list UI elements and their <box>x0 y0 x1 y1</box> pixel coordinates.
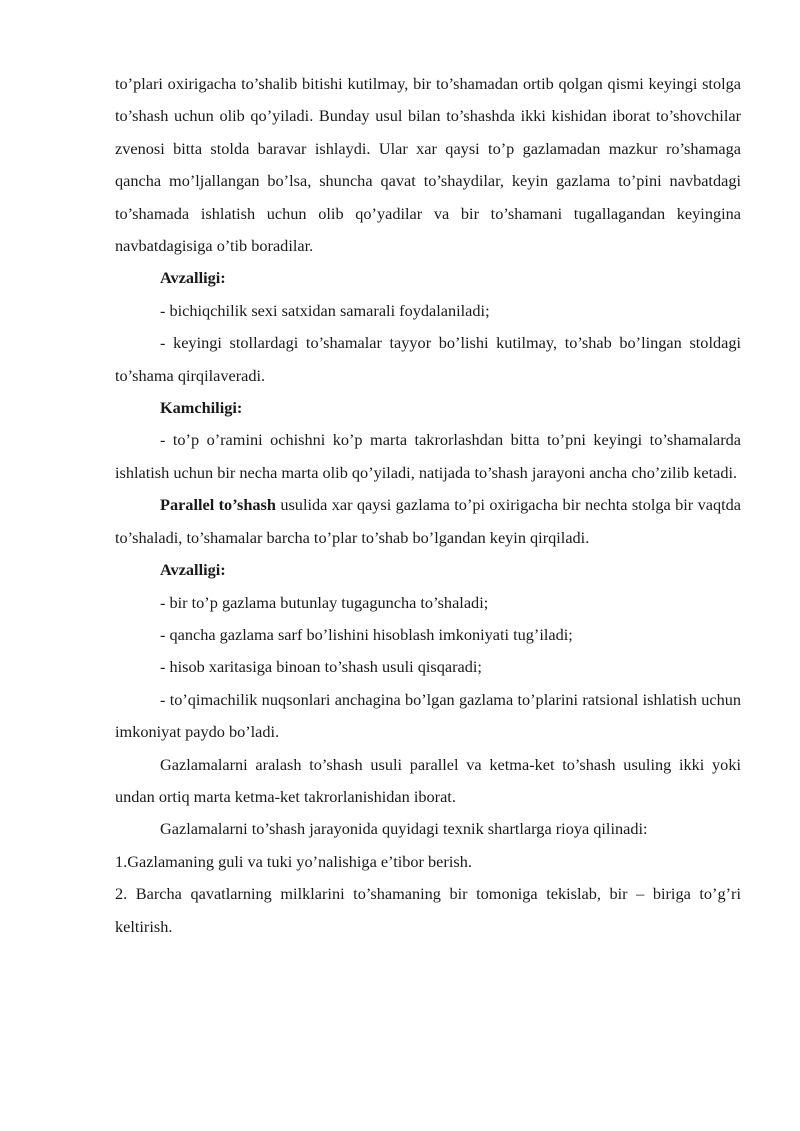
numbered-item: 2. Barcha qavatlarning milklarini to’shamaning bir tomoniga tekislab, bir – biriga to’g’ri keltirish. <box>115 884 741 936</box>
paragraph-parallel-text: usulida xar qaysi gazlama to’pi oxirigacha bir nechta stolga bir vaqtda to’shaladi, to’shamalar barcha to’plar to’shab bo’lgandan keyin qirqiladi. <box>115 495 741 547</box>
heading-disadvantages: Kamchiligi: <box>160 398 243 418</box>
list-item: - to’qimachilik nuqsonlari anchagina bo’lgan gazlama to’plarini ratsional ishlatish uchun imkoniyat paydo bo’ladi. <box>115 689 741 742</box>
term-parallel: Parallel to’shash <box>160 495 276 515</box>
heading-advantages-2: Avzalligi: <box>160 560 226 580</box>
document-page <box>115 68 741 943</box>
list-item: - bichiqchilik sexi satxidan samarali foydalaniladi; <box>160 300 490 320</box>
paragraph-conditions: Gazlamalarni to’shash jarayonida quyidagi texnik shartlarga rioya qilinadi: <box>160 819 648 839</box>
list-item: - to’p o’ramini ochishni ko’p marta takrorlashdan bitta to’pni keyingi to’shamalarda ishlatish uchun bir necha marta olib qo’yiladi, natijada to’shash jarayoni ancha cho’zilib ketadi. <box>115 430 741 482</box>
paragraph-intro: to’plari oxirigacha to’shalib bitishi kutilmay, bir to’shamadan ortib qolgan qismi keyingi stolga to’shash uchun olib qo’yiladi. Bunday usul bilan to’shashda ikki kishidan iborat to’shovchilar zvenosi bitta stolda baravar ishlaydi. Ular xar qaysi to’p gazlamadan mazkur ro’shamaga qancha mo’ljallangan bo’lsa, shuncha qavat to’shaydilar, keyin gazlama to’pini navbatdagi to’shamada ishlatish uchun olib qo’yadilar va bir to’shamani tugallagandan keyingina navbatdagisiga o’tib boradilar. <box>115 74 741 256</box>
list-item: - bir to’p gazlama butunlay tugaguncha to’shaladi; <box>160 592 489 612</box>
paragraph-parallel <box>115 489 741 554</box>
list-item: - keyingi stollardagi to’shamalar tayyor bo’lishi kutilmay, to’shab bo’lingan stoldagi to’shama qirqilaveradi. <box>115 333 741 385</box>
paragraph-mixed: Gazlamalarni aralash to’shash usuli parallel va ketma-ket to’shash usuling ikki yoki undan ortiq marta ketma-ket takrorlanishidan iborat. <box>115 754 741 806</box>
numbered-item: 1.Gazlamaning guli va tuki yo’nalishiga e’tibor berish. <box>115 851 472 871</box>
list-item: - qancha gazlama sarf bo’lishini hisoblash imkoniyati tug’iladi; <box>160 624 573 644</box>
list-item: - hisob xaritasiga binoan to’shash usuli qisqaradi; <box>160 657 482 677</box>
heading-advantages-1: Avzalligi: <box>160 268 226 288</box>
